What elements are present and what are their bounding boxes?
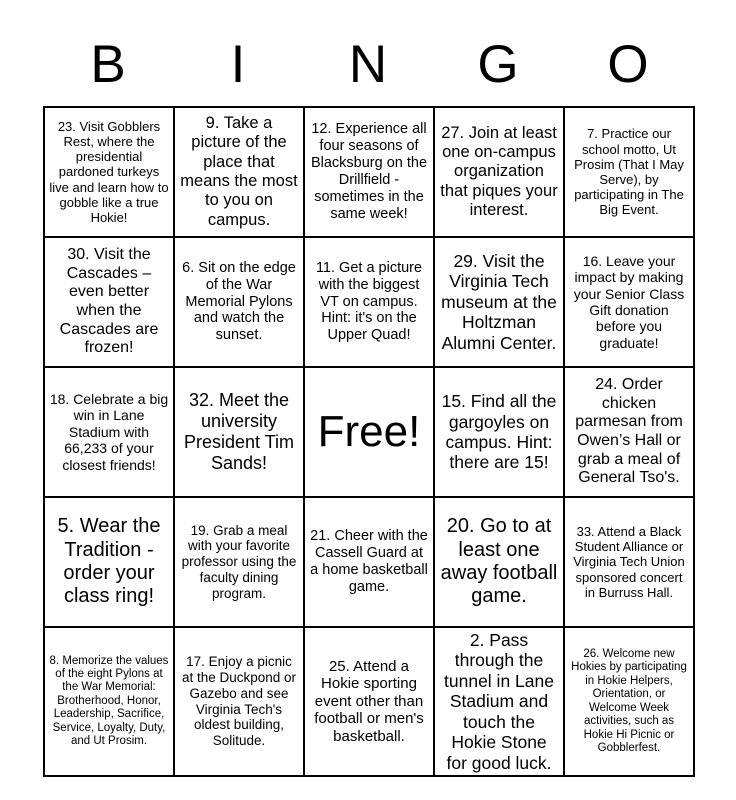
bingo-cell: 7. Practice our school motto, Ut Prosim (That I May Serve), by participating in The Big Event. (564, 107, 694, 237)
bingo-row (44, 367, 694, 497)
bingo-cell: 23. Visit Gobblers Rest, where the presidential pardoned turkeys live and learn how to gobble like a true Hokie! (44, 107, 174, 237)
title-letter-o: O (607, 35, 649, 94)
bingo-cell: 20. Go to at least one away football game. (434, 497, 564, 627)
title-letter-g: G (477, 35, 519, 94)
bingo-card (43, 34, 693, 777)
bingo-cell: 27. Join at least one on-campus organization that piques your interest. (434, 107, 564, 237)
bingo-row (44, 497, 694, 627)
bingo-cell: 33. Attend a Black Student Alliance or Virginia Tech Union sponsored concert in Burruss Hall. (564, 497, 694, 627)
bingo-cell: 30. Visit the Cascades – even better when the Cascades are frozen! (44, 237, 174, 367)
bingo-row (44, 237, 694, 367)
bingo-cell: 6. Sit on the edge of the War Memorial Pylons and watch the sunset. (174, 237, 304, 367)
bingo-cell: 17. Enjoy a picnic at the Duckpond or Gazebo and see Virginia Tech's oldest building, Solitude. (174, 627, 304, 776)
bingo-cell: 8. Memorize the values of the eight Pylons at the War Memorial: Brotherhood, Honor, Leadership, Sacrifice, Service, Loyalty, Duty, and Ut Prosim. (44, 627, 174, 776)
bingo-title (43, 34, 693, 96)
bingo-cell: 21. Cheer with the Cassell Guard at a home basketball game. (304, 497, 434, 627)
bingo-cell: 9. Take a picture of the place that means the most to you on campus. (174, 107, 304, 237)
bingo-cell: 29. Visit the Virginia Tech museum at the Holtzman Alumni Center. (434, 237, 564, 367)
bingo-cell: 15. Find all the gargoyles on campus. Hint: there are 15! (434, 367, 564, 497)
bingo-cell: 11. Get a picture with the biggest VT on campus. Hint: it's on the Upper Quad! (304, 237, 434, 367)
title-letter-n: N (348, 35, 388, 94)
title-letter-b: B (90, 35, 126, 94)
bingo-cell: 25. Attend a Hokie sporting event other than football or men's basketball. (304, 627, 434, 776)
bingo-cell: 19. Grab a meal with your favorite professor using the faculty dining program. (174, 497, 304, 627)
bingo-row (44, 627, 694, 776)
bingo-row (44, 107, 694, 237)
bingo-cell: 18. Celebrate a big win in Lane Stadium with 66,233 of your closest friends! (44, 367, 174, 497)
bingo-cell: 32. Meet the university President Tim Sands! (174, 367, 304, 497)
title-letter-i: I (230, 35, 246, 94)
bingo-cell: 12. Experience all four seasons of Blacksburg on the Drillfield - sometimes in the same week! (304, 107, 434, 237)
bingo-cell: 2. Pass through the tunnel in Lane Stadium and touch the Hokie Stone for good luck. (434, 627, 564, 776)
bingo-cell: 5. Wear the Tradition - order your class ring! (44, 497, 174, 627)
bingo-grid (43, 106, 695, 777)
free-cell: Free! (304, 367, 434, 497)
bingo-cell: 16. Leave your impact by making your Senior Class Gift donation before you graduate! (564, 237, 694, 367)
bingo-cell: 24. Order chicken parmesan from Owen’s Hall or grab a meal of General Tso's. (564, 367, 694, 497)
bingo-cell: 26. Welcome new Hokies by participating in Hokie Helpers, Orientation, or Welcome Week activities, such as Hokie Hi Picnic or Gobblerfest. (564, 627, 694, 776)
